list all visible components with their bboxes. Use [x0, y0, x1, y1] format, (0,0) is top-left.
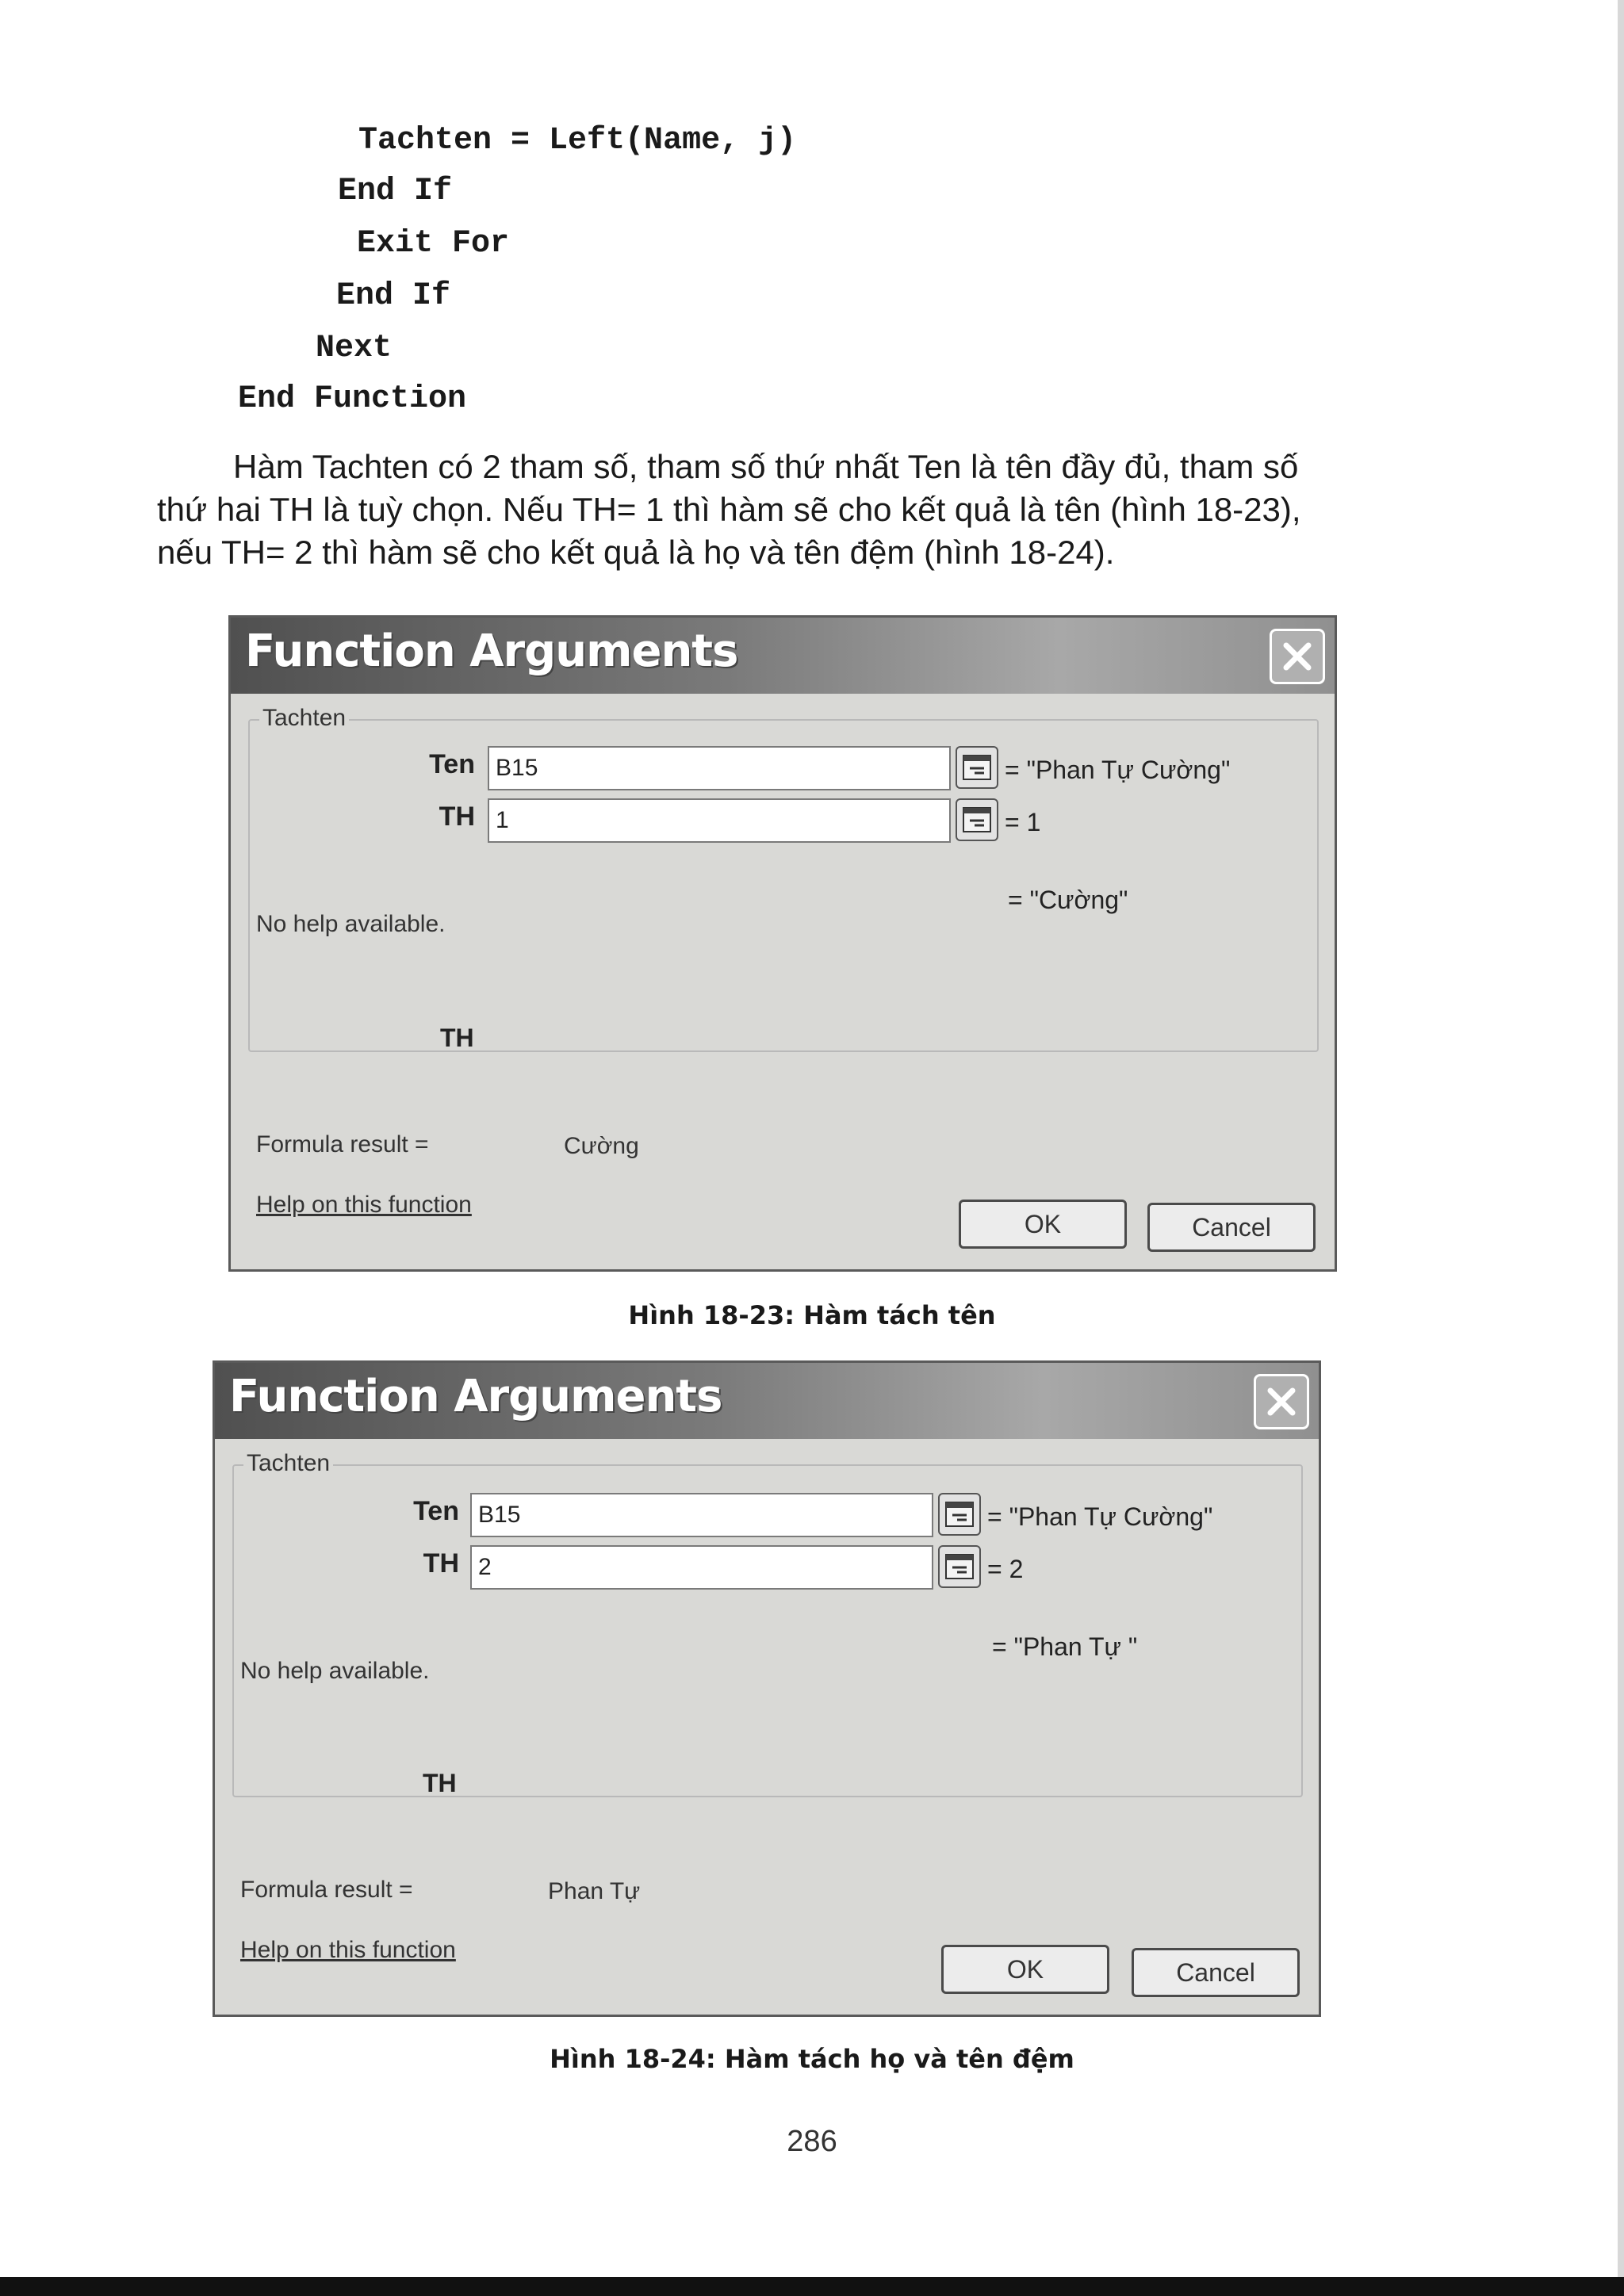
- th-result: = 2: [987, 1555, 1024, 1583]
- ten-collapse-button[interactable]: [938, 1493, 981, 1536]
- th-result: = 1: [1005, 808, 1041, 836]
- argument-description-label: TH: [423, 1769, 457, 1797]
- collapse-dialog-icon: [944, 1552, 975, 1582]
- arg-label-th: TH: [439, 802, 475, 832]
- page-number: 286: [787, 2125, 837, 2158]
- arg-label-ten: Ten: [429, 749, 475, 779]
- collapse-dialog-icon: [944, 1499, 975, 1529]
- figure-caption-1: Hình 18-23: Hàm tách tên: [628, 1300, 996, 1330]
- code-line-1: Tachten = Left(Name, j): [358, 123, 797, 159]
- th-input[interactable]: 1: [488, 798, 951, 843]
- close-button[interactable]: [1270, 629, 1325, 684]
- formula-result-label: Formula result =: [240, 1877, 413, 1903]
- body-paragraph: [157, 446, 1426, 574]
- code-line-6: End Function: [238, 381, 467, 417]
- th-input[interactable]: 2: [470, 1545, 933, 1590]
- dialog-title: Function Arguments: [245, 626, 738, 677]
- cancel-button[interactable]: Cancel: [1147, 1203, 1316, 1252]
- function-arguments-dialog-1: [228, 615, 1337, 1272]
- dialog-title: Function Arguments: [229, 1371, 722, 1422]
- help-text: No help available.: [256, 911, 446, 937]
- arg-label-th: TH: [423, 1548, 459, 1578]
- ten-input[interactable]: B15: [470, 1493, 933, 1537]
- function-name-label: Tachten: [259, 705, 349, 732]
- close-button[interactable]: [1254, 1374, 1309, 1429]
- formula-result-label: Formula result =: [256, 1131, 429, 1158]
- argument-description-label: TH: [440, 1024, 474, 1052]
- help-text: No help available.: [240, 1658, 430, 1684]
- collapse-dialog-icon: [962, 752, 992, 783]
- ok-button[interactable]: OK: [941, 1945, 1109, 1994]
- th-collapse-button[interactable]: [956, 798, 998, 841]
- scan-edge-bottom: [0, 2277, 1624, 2296]
- formula-result-value: Cường: [564, 1133, 639, 1159]
- th-collapse-button[interactable]: [938, 1545, 981, 1588]
- dialog-title-bar: [231, 618, 1335, 694]
- code-line-4: End If: [336, 278, 451, 314]
- code-line-5: Next: [316, 331, 393, 366]
- ten-result: = "Phan Tự Cường": [1005, 756, 1231, 784]
- ten-input[interactable]: B15: [488, 746, 951, 790]
- ten-result: = "Phan Tự Cường": [987, 1502, 1213, 1531]
- function-result: = "Phan Tự ": [992, 1632, 1138, 1661]
- ok-button[interactable]: OK: [959, 1200, 1127, 1249]
- collapse-dialog-icon: [962, 805, 992, 835]
- paragraph-line-2: thứ hai TH là tuỳ chọn. Nếu TH= 1 thì hàm sẽ cho kết quả là tên (hình 18-23),: [157, 491, 1301, 528]
- paragraph-line-1: Hàm Tachten có 2 tham số, tham số thứ nhất Ten là tên đầy đủ, tham số: [233, 448, 1299, 485]
- code-line-3: Exit For: [357, 226, 510, 262]
- paragraph-line-3: nếu TH= 2 thì hàm sẽ cho kết quả là họ và tên đệm (hình 18-24).: [157, 534, 1115, 571]
- ten-collapse-button[interactable]: [956, 746, 998, 789]
- scan-edge-right: [1618, 0, 1624, 2296]
- function-arguments-dialog-2: [213, 1360, 1321, 2017]
- close-icon: [1281, 641, 1313, 672]
- formula-result-value: Phan Tự: [548, 1878, 641, 1904]
- arg-label-ten: Ten: [413, 1496, 459, 1526]
- dialog-title-bar: [215, 1363, 1319, 1439]
- code-line-2: End If: [338, 174, 453, 209]
- function-name-label: Tachten: [243, 1450, 333, 1477]
- function-result: = "Cường": [1008, 886, 1128, 914]
- help-on-function-link[interactable]: Help on this function: [256, 1192, 472, 1218]
- figure-caption-2: Hình 18-24: Hàm tách họ và tên đệm: [550, 2044, 1074, 2074]
- help-on-function-link[interactable]: Help on this function: [240, 1937, 456, 1963]
- cancel-button[interactable]: Cancel: [1132, 1948, 1300, 1997]
- close-icon: [1266, 1386, 1297, 1418]
